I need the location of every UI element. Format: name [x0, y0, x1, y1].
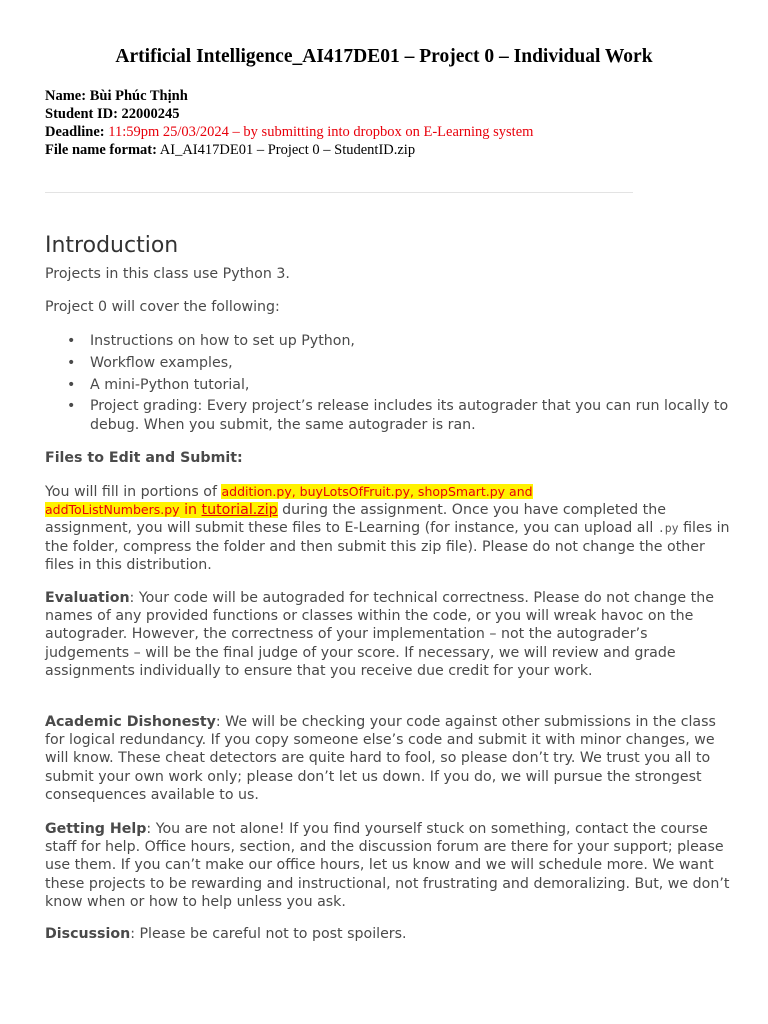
deadline-label: Deadline:: [45, 124, 105, 140]
files-heading: Files to Edit and Submit:: [45, 450, 243, 466]
intro-paragraph-2: Project 0 will cover the following:: [45, 299, 280, 315]
student-id-label: Student ID:: [45, 106, 118, 122]
help-label: Getting Help: [45, 821, 147, 837]
list-item: • Instructions on how to set up Python,: [67, 333, 355, 349]
filename-label: File name format:: [45, 142, 157, 158]
name-label: Name:: [45, 88, 87, 104]
bullet-icon: •: [67, 333, 76, 349]
divider: [45, 192, 633, 193]
help-paragraph: Getting Help: You are not alone! If you find yourself stuck on something, contact the course staff for help. Office hours, section, and the discussion forum are there for your support; please use them. If you can’t make our office hours, let us know and we will schedule more. We want these projects to be rewarding and instructional, not frustrating and demoralizing. But, we don’t know when or how to help unless you ask.: [45, 821, 730, 910]
student-id-value: 22000245: [121, 106, 180, 122]
evaluation-paragraph: Evaluation: Your code will be autograded for technical correctness. Please do not change the names of any provided functions or classes within the code, or you will wreak havoc on the autograder. However, the correctness of your implementation – not the autograder’s judgements – will be the final judge of your score. If necessary, we will review and grade assignments individually to ensure that you receive due credit for your work.: [45, 590, 714, 679]
bullet-icon: •: [67, 376, 76, 393]
list-item: • Project grading: Every project’s release includes its autograder that you can run locally to debug. When you submit, the same autograder is ran.: [67, 398, 729, 433]
deadline-value: 11:59pm 25/03/2024 – by submitting into dropbox on E-Learning system: [108, 124, 534, 140]
filename-row: [45, 141, 533, 159]
list-item: • Workflow examples,: [67, 354, 233, 371]
name-value: Bùi Phúc Thịnh: [89, 88, 188, 104]
discussion-paragraph: Discussion: Please be careful not to post spoilers.: [45, 926, 407, 942]
discussion-label: Discussion: [45, 926, 131, 942]
document-title: Artificial Intelligence_AI417DE01 – Project 0 – Individual Work: [115, 46, 653, 67]
evaluation-label: Evaluation: [45, 590, 130, 606]
dishonesty-label: Academic Dishonesty: [45, 714, 216, 730]
dishonesty-paragraph: Academic Dishonesty: We will be checking your code against other submissions in the class for logical redundancy. If you copy someone else’s code and submit it with minor changes, we will know. These cheat detectors are quite hard to fool, so please don’t try. We trust you all to submit your own work only; please don’t let us down. If you do, we will pursue the strongest consequences available to us.: [45, 714, 716, 803]
name-row: [45, 87, 533, 105]
deadline-row: [45, 123, 533, 141]
files-paragraph: You will fill in portions of addition.py, buyLotsOfFruit.py, shopSmart.py and addToListNumbers.py in tutorial.zip during the assignment. Once you have completed the assignment, you will submit these files to E-Learning (for instance, you can upload all .py files in the folder, compress the folder and then submit this zip file). Please do not change the other files in this distribution.: [45, 484, 730, 573]
files-highlight-2: addToListNumbers.py: [45, 502, 180, 518]
tutorial-zip-link[interactable]: tutorial.zip: [201, 502, 278, 519]
py-code: .py: [657, 521, 679, 536]
student-info: [45, 87, 533, 159]
introduction-heading: Introduction: [45, 233, 179, 258]
filename-value: AI_AI417DE01 – Project 0 – StudentID.zip: [159, 142, 416, 158]
coverage-list: [45, 332, 735, 437]
bullet-icon: •: [67, 398, 76, 415]
intro-paragraph-1: Projects in this class use Python 3.: [45, 266, 290, 282]
student-id-row: [45, 105, 533, 123]
list-item: • A mini-Python tutorial,: [67, 376, 250, 393]
files-highlight: addition.py, buyLotsOfFruit.py, shopSmart.py and: [221, 484, 533, 499]
bullet-icon: •: [67, 354, 76, 371]
